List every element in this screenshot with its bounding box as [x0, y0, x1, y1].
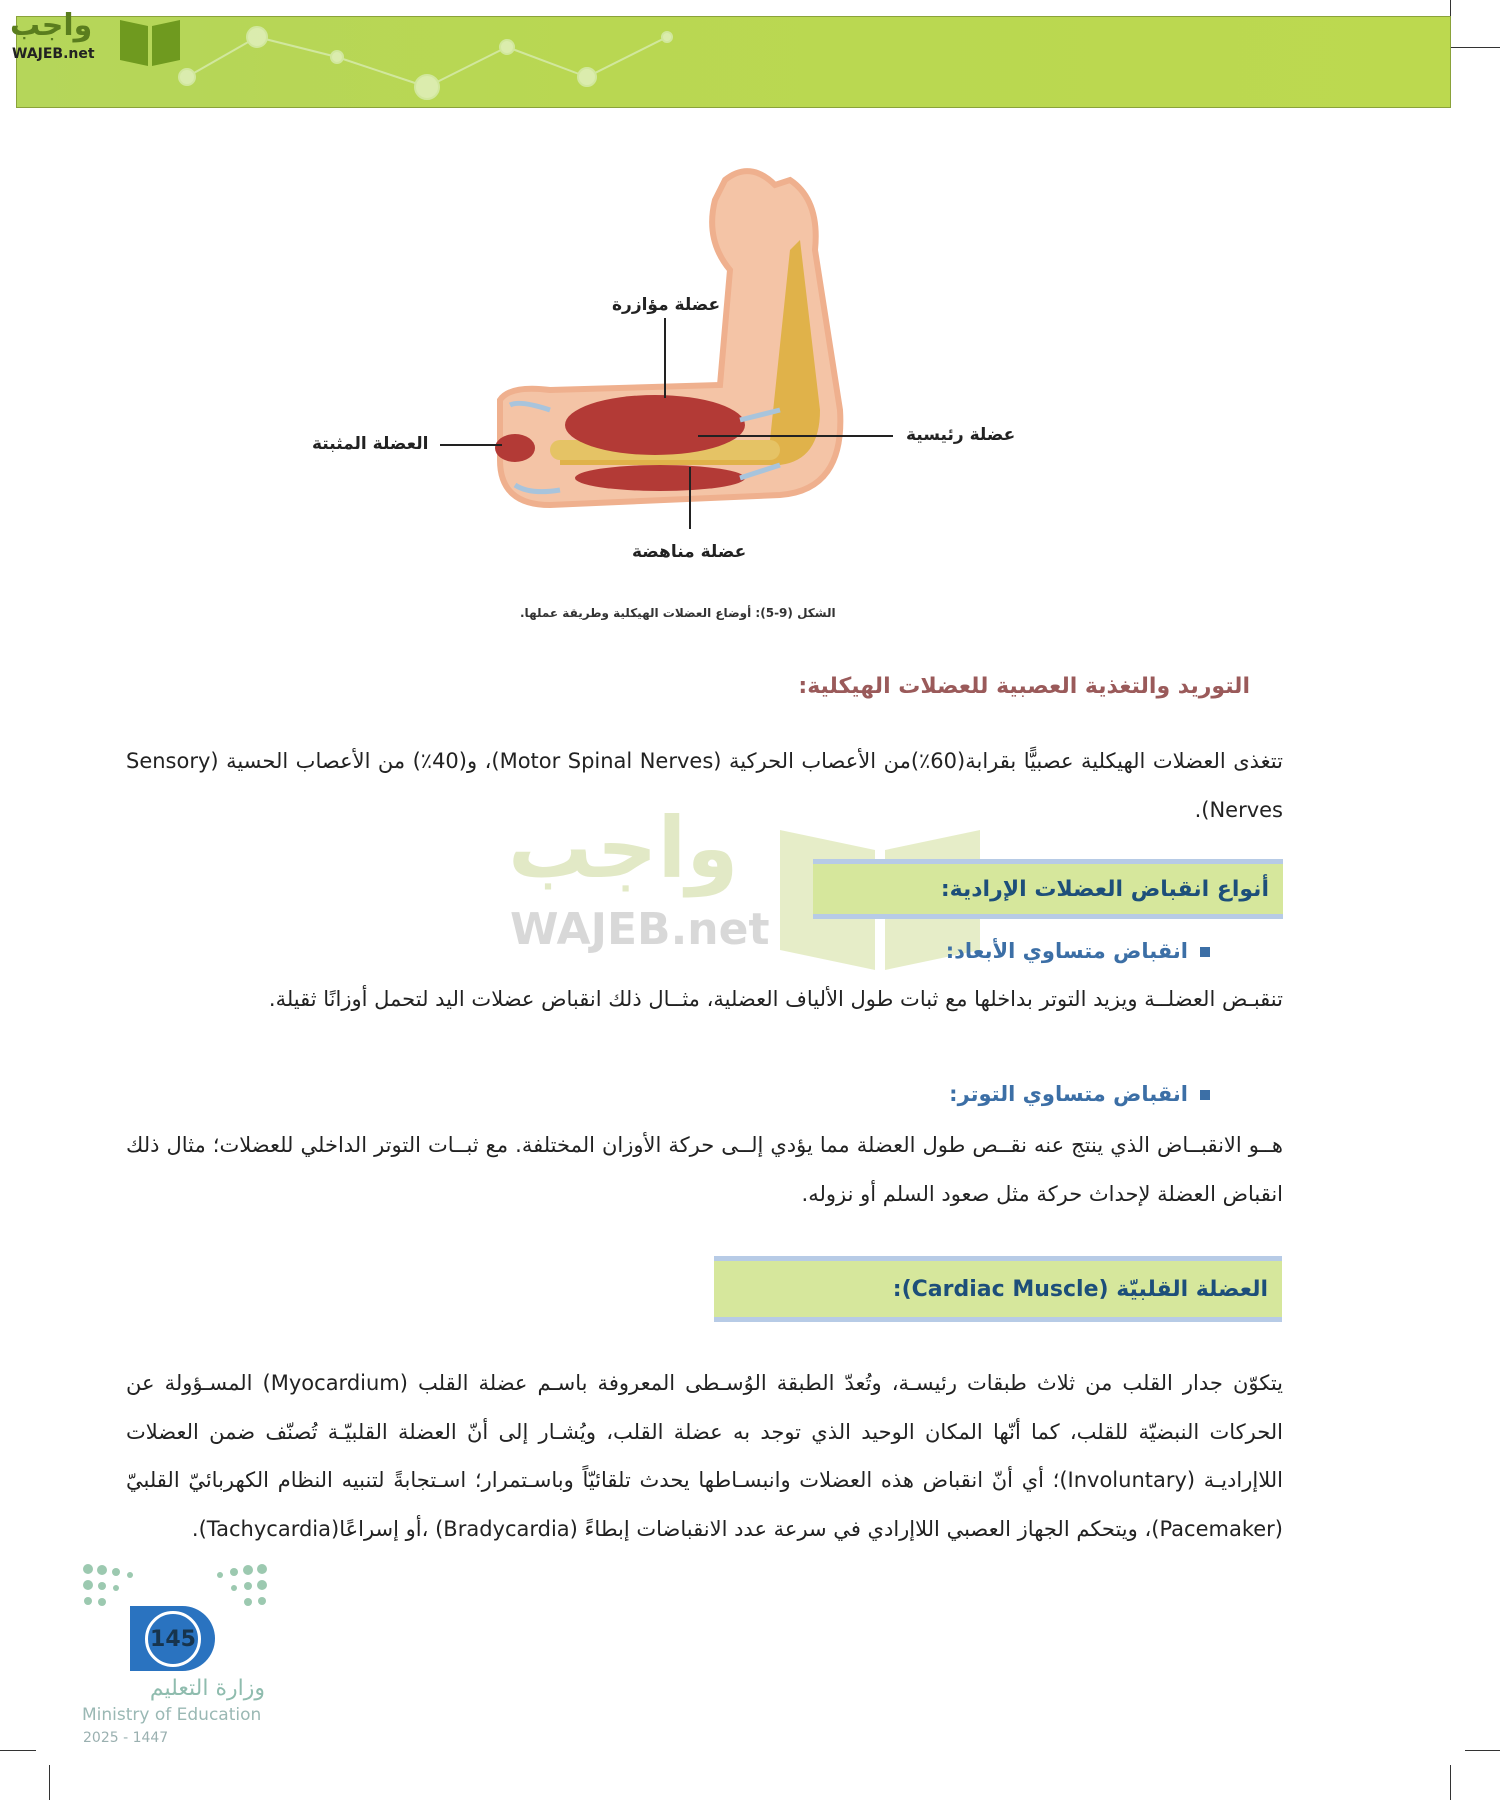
crop-mark	[1465, 1750, 1500, 1751]
page-number: 145	[145, 1611, 201, 1667]
bullet-title: انقباض متساوي التوتر:	[949, 1082, 1188, 1106]
paragraph-isometric: تنقبـض العضلــة ويزيد التوتر بداخلها مع ثبات طول الألياف العضلية، مثــال ذلك انقباض عضلات اليد لتحمل أوزانًا ثقيلة.	[268, 987, 1283, 1011]
label-prime-mover: عضلة رئيسية	[906, 425, 1016, 445]
logo-sub: WAJEB.net	[12, 46, 95, 62]
ministry-logo	[80, 1561, 280, 1751]
heading-contraction-types	[813, 859, 1283, 919]
heading-contraction-types-text: أنواع انقباض العضلات الإرادية:	[940, 876, 1269, 902]
label-synergist: عضلة مؤازرة	[612, 295, 721, 315]
crop-mark	[1450, 1765, 1451, 1800]
paragraph-cardiac: يتكوّن جدار القلب من ثلاث طبقات رئيسـة، وتُعدّ الطبقة الوُسـطى المعروفة باسـم عضلة القلب (Myocardium) المسـؤولة عن الحركات النبضيّة للقلب، كما أنّها المكان الوحيد الذي توجد به عضلة القلب، ويُشـار إلى أنّ العضلة القلبيّـة تُصنّف ضمن العضلات اللاإراديـة (Involuntary)؛ أي أنّ انقباض هذه العضلات وانبسـاطها يحدث تلقائيّاً وباسـتمرار؛ اسـتجابةً لتنبيه النظام الكهربائيّ القلبيّ (Pacemaker)، ويتحكم الجهاز العصبي اللاإرادي في سرعة عدد الانقباضات إبطاءً (Bradycardia) ،أو إسراعًا(Tachycardia).	[126, 1371, 1284, 1541]
arm-muscle-diagram	[490, 160, 870, 520]
paragraph-isotonic: هــو الانقبــاض الذي ينتج عنه نقــص طول العضلة مما يؤدي إلــى حركة الأوزان المختلفة. مع ثبــات التوتر الداخلي للعضلات؛ مثال ذلك انقباض العضلة لإحداث حركة مثل صعود السلم أو نزوله.	[126, 1133, 1283, 1206]
crop-mark	[1450, 0, 1451, 16]
fixator-leader	[440, 444, 502, 446]
crop-mark	[1451, 47, 1500, 48]
book-icon	[115, 8, 185, 68]
crop-mark	[49, 1765, 50, 1800]
ministry-name-ar: وزارة التعليم	[149, 1676, 265, 1701]
heading-cardiac-muscle-text: العضلة القلبيّة (Cardiac Muscle):	[892, 1276, 1268, 1302]
dots-pattern	[80, 1561, 270, 1611]
crop-mark	[0, 1750, 36, 1751]
antagonist-leader	[689, 467, 691, 529]
ministry-name-en: Ministry of Education	[82, 1705, 262, 1725]
label-fixator: العضلة المثبتة	[312, 434, 429, 454]
bullet-isometric	[946, 939, 1210, 963]
logo-text: واجب	[10, 8, 93, 43]
synergist-leader	[664, 318, 666, 398]
prime-mover-leader	[698, 435, 893, 437]
label-antagonist: عضلة مناهضة	[632, 542, 747, 562]
figure-caption: الشكل (9-5): أوضاع العضلات الهيكلية وطريقة عملها.	[520, 606, 836, 620]
year: 2025 - 1447	[83, 1730, 169, 1746]
network-pattern	[167, 17, 687, 109]
watermark-sub: WAJEB.net	[510, 904, 770, 955]
bullet-square-icon	[1200, 1090, 1210, 1100]
header-band	[16, 16, 1451, 108]
bullet-square-icon	[1200, 947, 1210, 957]
paragraph-nerve-supply: تتغذى العضلات الهيكلية عصبيًّا بقرابة(60٪)من الأعصاب الحركية (Motor Spinal Nerves)، و(40٪) من الأعصاب الحسية (Sensory Nerves).	[126, 749, 1283, 822]
bullet-isotonic	[949, 1082, 1210, 1106]
wajeb-logo	[10, 8, 190, 68]
watermark-text: واجب	[508, 799, 739, 897]
bullet-title: انقباض متساوي الأبعاد:	[945, 939, 1188, 963]
heading-cardiac-muscle	[714, 1256, 1282, 1322]
heading-nerve-supply: التوريد والتغذية العصبية للعضلات الهيكلية:	[798, 674, 1250, 699]
